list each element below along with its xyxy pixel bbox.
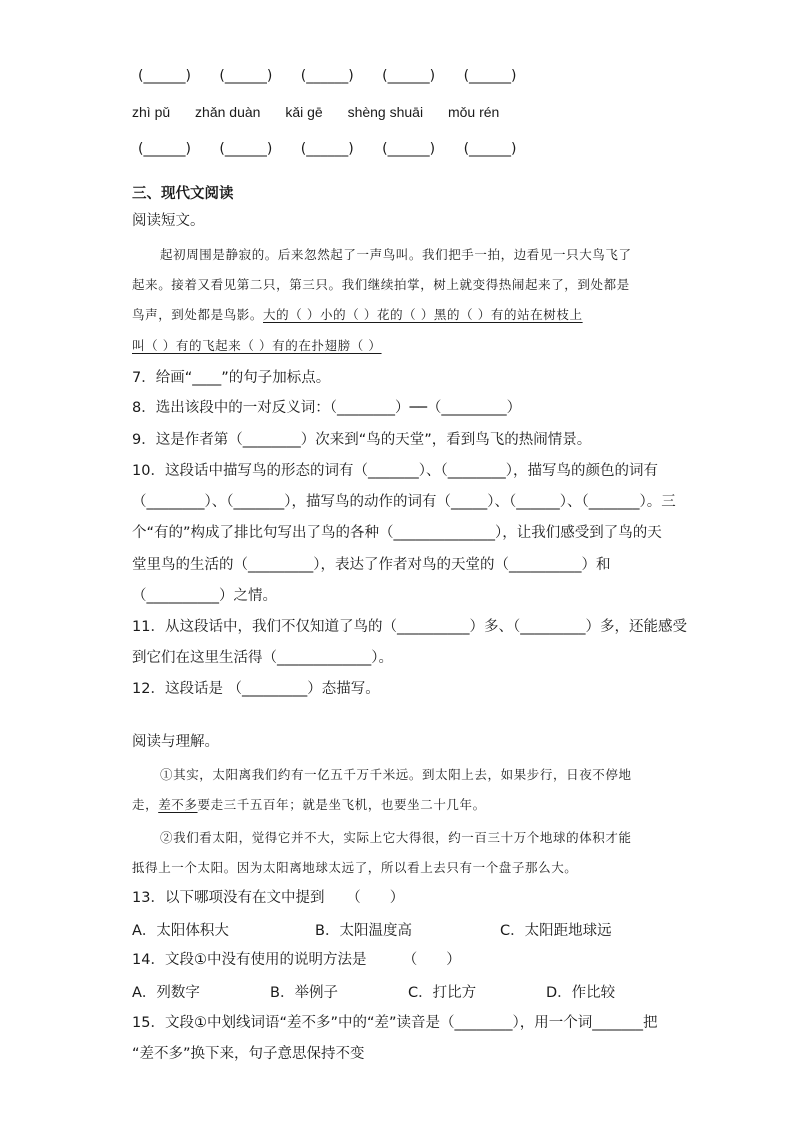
passage-line	[132, 305, 583, 325]
question-10-line: 个“有的”构成了排比句写出了鸟的各种（______________），让我们感受到了鸟的天	[132, 525, 662, 541]
pinyin-item: mǒu rén	[447, 104, 500, 120]
question-11-line: 到它们在这里生活得（_____________）。	[132, 650, 393, 666]
blank-row-1	[138, 68, 541, 84]
question-10-line: 10．这段话中描写鸟的形态的词有（_______）、（________），描写鸟的颜色的词有	[132, 463, 658, 479]
option-b[interactable]: B．举例子	[270, 985, 338, 1001]
passage-text: 要走三千五百年；就是坐飞机，也要坐二十几年。	[197, 797, 486, 812]
section-title: 三、现代文阅读	[132, 186, 234, 202]
answer-blank[interactable]: (______)	[300, 141, 354, 157]
question-12: 12．这段话是 （_________）态描写。	[132, 681, 380, 697]
answer-blank[interactable]: (______)	[138, 141, 191, 157]
underlined-word: 差不多	[158, 797, 198, 812]
pinyin-item: kǎi gē	[285, 104, 323, 120]
option-b[interactable]: B．太阳温度高	[315, 923, 412, 939]
pinyin-item: zhì pǔ	[132, 104, 171, 120]
pinyin-row	[132, 104, 520, 120]
option-d[interactable]: D．作比较	[546, 985, 616, 1001]
answer-blank[interactable]: (______)	[219, 141, 273, 157]
question-7: 7．给画“____”的句子加标点。	[132, 370, 331, 386]
question-10-line: 堂里鸟的生活的（_________），表达了作者对鸟的天堂的（__________）和	[132, 557, 611, 573]
reading-instruction: 阅读与理解。	[132, 734, 219, 750]
passage-line: 起初周围是静寂的。后来忽然起了一声鸟叫。我们把手一拍，边看见一只大鸟飞了	[160, 247, 632, 262]
passage-line	[132, 795, 486, 815]
question-9: 9．这是作者第（________）次来到“鸟的天堂”，看到鸟飞的热闹情景。	[132, 432, 592, 448]
question-8: 8．选出该段中的一对反义词：（________）──（_________）	[132, 400, 522, 416]
answer-blank[interactable]: (______)	[463, 141, 517, 157]
option-a[interactable]: A．太阳体积大	[132, 923, 229, 939]
answer-blank[interactable]: (______)	[138, 68, 191, 84]
answer-blank[interactable]: (______)	[463, 68, 517, 84]
answer-blank[interactable]: (______)	[300, 68, 354, 84]
question-14: 14．文段①中没有使用的说明方法是 （ ）	[132, 952, 461, 968]
option-a[interactable]: A．列数字	[132, 985, 200, 1001]
reading-instruction: 阅读短文。	[132, 213, 205, 229]
question-10-line: （__________）之情。	[132, 588, 277, 604]
pinyin-item: zhǎn duàn	[195, 104, 261, 120]
question-10-line: （________）、（_______），描写鸟的动作的词有（_____）、（______）、（_______）。三	[132, 494, 676, 510]
passage-line: 起来。接着又看见第二只，第三只。我们继续拍掌，树上就变得热闹起来了，到处都是	[132, 277, 630, 292]
answer-blank[interactable]: (______)	[382, 141, 436, 157]
underlined-sentence: 叫（ ）有的飞起来（ ）有的在扑翅膀（ ）	[132, 338, 382, 353]
underlined-sentence: 大的（ ）小的（ ）花的（ ）黑的（ ）有的站在树枝上	[263, 307, 583, 322]
option-c[interactable]: C．太阳距地球远	[500, 923, 612, 939]
pinyin-item: shèng shuāi	[347, 104, 424, 120]
question-15-line: 15．文段①中划线词语“差不多”中的“差”读音是（________），用一个词_______把	[132, 1015, 658, 1031]
option-c[interactable]: C．打比方	[408, 985, 477, 1001]
passage-line: 抵得上一个太阳。因为太阳离地球太远了，所以看上去只有一个盘子那么大。	[132, 860, 578, 875]
question-15-line: “差不多”换下来，句子意思保持不变	[132, 1046, 365, 1062]
passage-text: 鸟声，到处都是鸟影。	[132, 307, 264, 322]
answer-blank[interactable]: (______)	[219, 68, 273, 84]
passage-line: ②我们看太阳，觉得它并不大，实际上它大得很，约一百三十万个地球的体积才能	[160, 830, 632, 845]
answer-blank[interactable]: (______)	[382, 68, 436, 84]
blank-row-2	[138, 141, 541, 157]
passage-line: ①其实，太阳离我们约有一亿五千万千米远。到太阳上去，如果步行，日夜不停地	[160, 767, 632, 782]
question-13: 13．以下哪项没有在文中提到 （ ）	[132, 890, 405, 906]
passage-text: 走，	[132, 797, 159, 812]
question-11-line: 11．从这段话中，我们不仅知道了鸟的（__________）多、（_________）多，还能感受	[132, 619, 687, 635]
